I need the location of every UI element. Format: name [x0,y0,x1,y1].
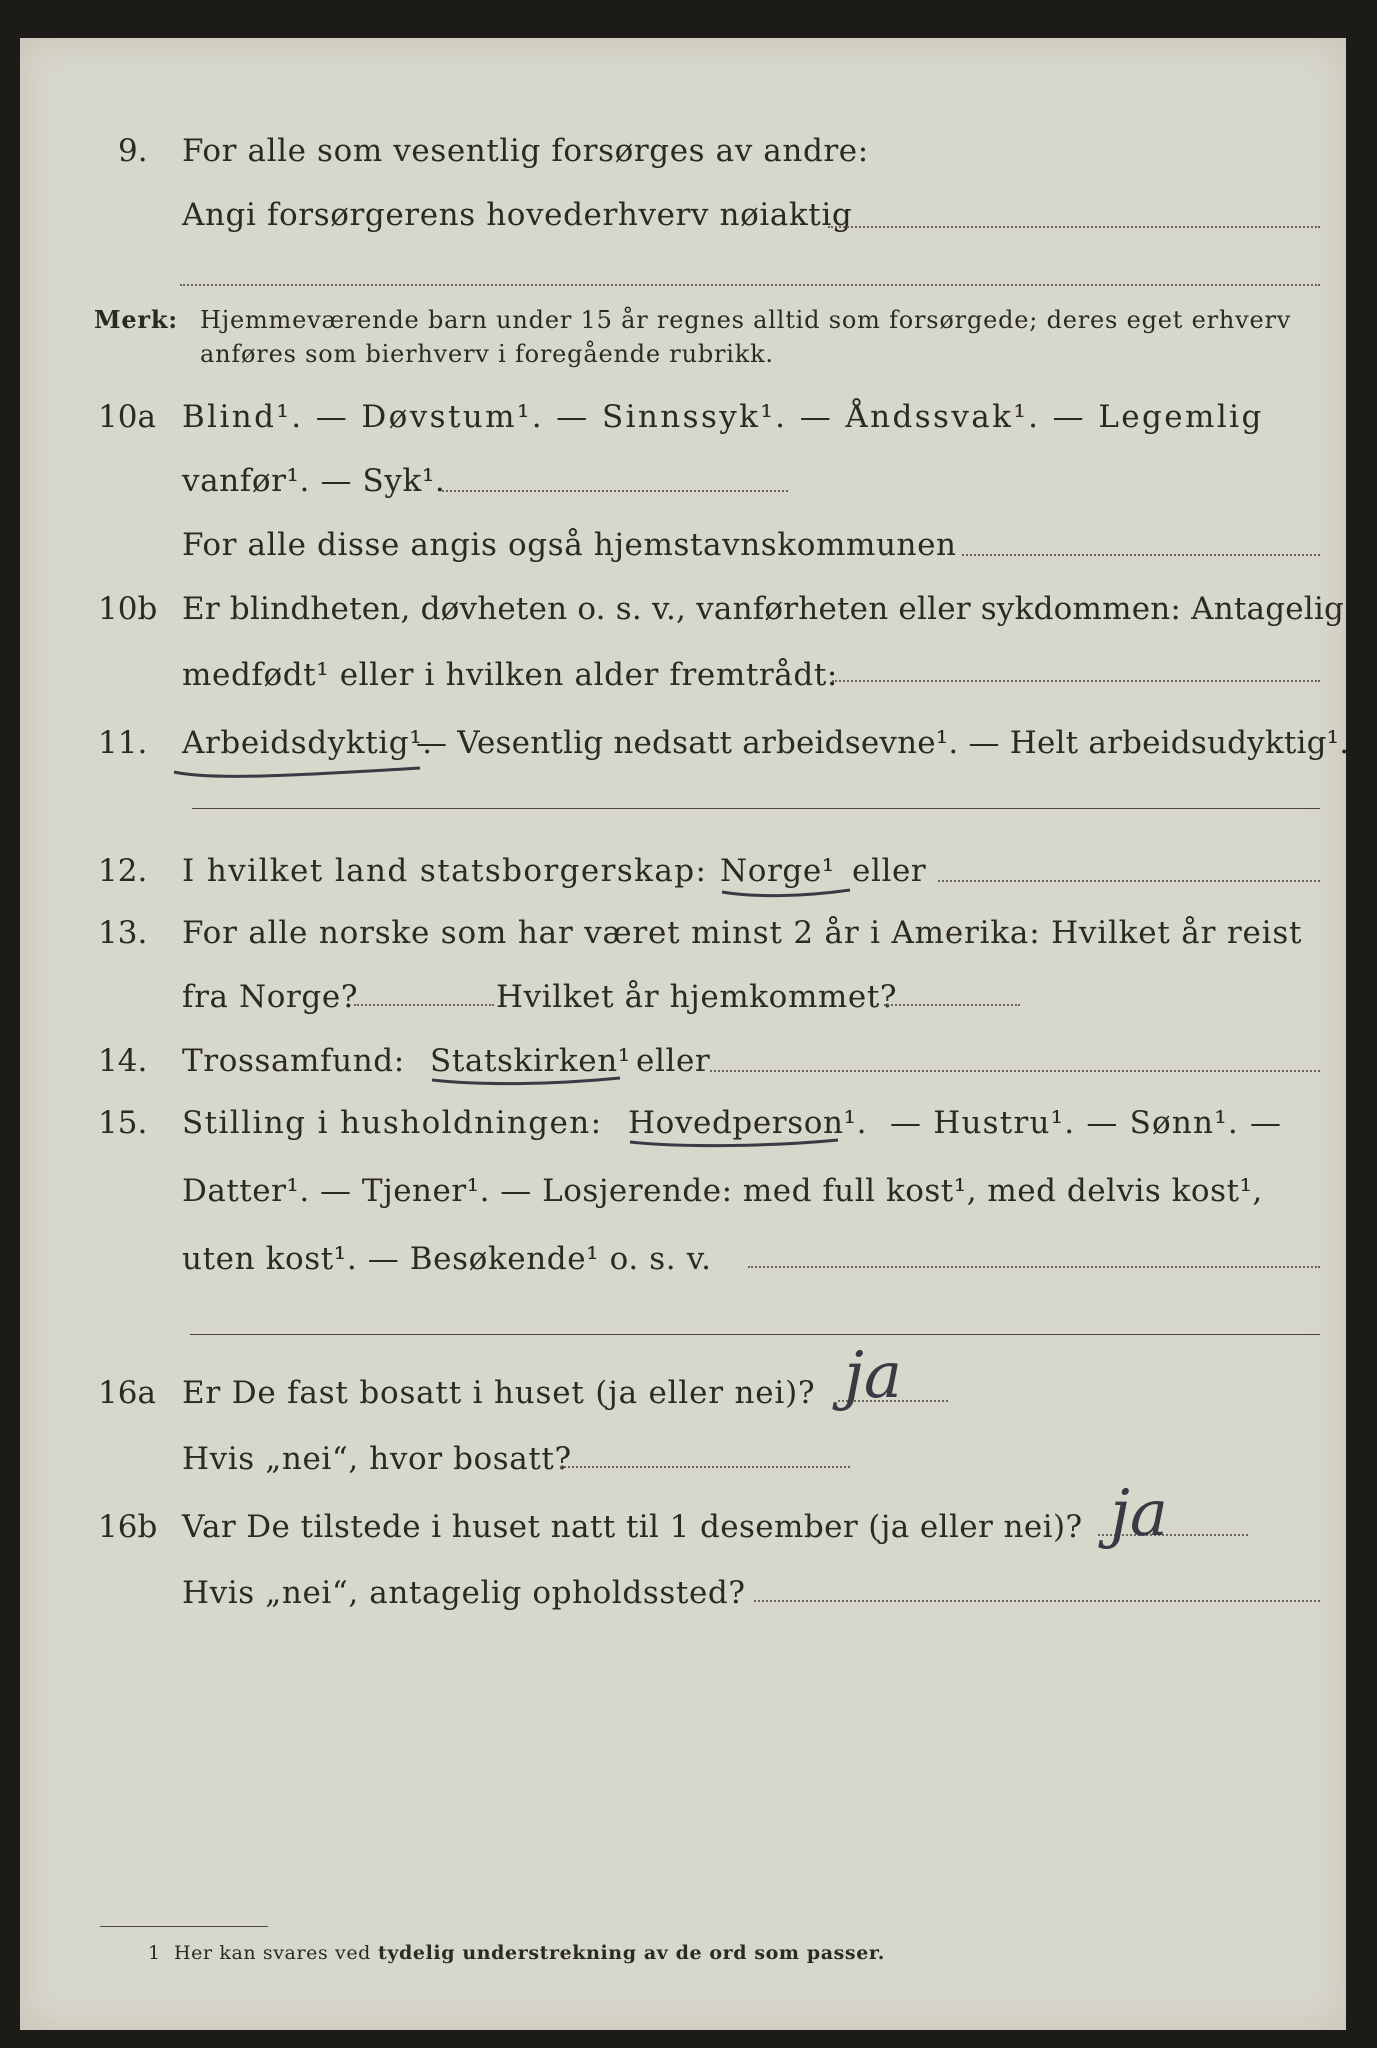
q12-answer-line[interactable] [938,880,1320,882]
merk-label: Merk: [94,305,178,334]
q10b-line1: Er blindheten, døvheten o. s. v., vanførheten eller sykdommen: Antagelig [182,591,1345,627]
q12-underline-mark [718,884,858,904]
q10a-line2: vanfør¹. — Syk¹. [182,463,446,499]
footnote-text-plain: Her kan svares ved [174,1942,371,1964]
q12-suffix: eller [852,853,927,889]
q15-number: 15. [98,1105,148,1141]
q15-underline-mark [626,1134,846,1154]
q10a-answer-line[interactable] [442,490,788,492]
q12-prefix: I hvilket land statsborgerskap: [182,853,708,889]
q13-line1: For alle norske som har været minst 2 år i Amerika: Hvilket år reist [182,915,1303,951]
q16a-residence-line[interactable] [560,1466,850,1468]
q10a-line3: For alle disse angis også hjemstavnskommunen [182,527,957,563]
q14-suffix: eller [636,1043,711,1079]
q11-number: 11. [98,725,148,761]
q14-answer-line[interactable] [710,1070,1320,1072]
census-form-page [20,38,1350,2030]
q11-answer-line[interactable] [192,808,1320,809]
q9-answer-line[interactable] [828,226,1320,228]
merk-line1: Hjemmeværende barn under 15 år regnes alltid som forsørgede; deres eget erhverv [200,306,1292,334]
q10a-home-municipality-line[interactable] [962,554,1320,556]
q12-number: 12. [98,853,148,889]
q13-returned-question: Hvilket år hjemkommet? [496,979,898,1015]
q14-underline-mark [428,1072,628,1092]
q14-number: 14. [98,1043,148,1079]
q15-answer-line-2[interactable] [190,1334,1320,1335]
q13-year-left-line[interactable] [354,1004,494,1006]
q11-rest: — Vesentlig nedsatt arbeidsevne¹. — Helt arbeidsudyktig¹. [416,725,1350,761]
q16a-handwritten-answer: ja [844,1339,902,1413]
q16a-line1: Er De fast bosatt i huset (ja eller nei)? [182,1375,816,1411]
q13-year-returned-line[interactable] [884,1004,1020,1006]
q9-line1: For alle som vesentlig forsørges av andre: [182,133,869,169]
q15-prefix: Stilling i husholdningen: [182,1105,603,1141]
q10b-answer-line[interactable] [832,680,1320,682]
q16b-line1: Var De tilstede i huset natt til 1 desember (ja eller nei)? [182,1509,1083,1545]
q10b-number: 10b [98,591,158,627]
q15-rest1: — Hustru¹. — Sønn¹. — [890,1105,1283,1141]
q9-line2: Angi forsørgerens hovederhverv nøiaktig [182,197,853,233]
q14-opt-statskirken[interactable]: Statskirken¹ [430,1043,631,1079]
q9-number: 9. [118,133,148,169]
q12-opt-norge[interactable]: Norge¹ [720,853,835,889]
q13-left-question: fra Norge? [182,979,359,1015]
q11-underline-mark [170,758,430,784]
q15-answer-line[interactable] [748,1266,1320,1268]
footnote-mark: 1 [148,1942,161,1964]
footnote-rule [100,1926,268,1927]
q11-opt-arbeidsdyktig[interactable]: Arbeidsdyktig¹. [182,725,433,761]
q15-opt-hovedperson[interactable]: Hovedperson¹. [628,1105,868,1141]
q13-number: 13. [98,915,148,951]
q16a-number: 16a [98,1375,156,1411]
footnote-text-bold: tydelig understrekning av de ord som passer. [378,1942,886,1964]
q16b-line2: Hvis „nei“, antagelig opholdssted? [182,1575,746,1611]
q15-line2: Datter¹. — Tjener¹. — Losjerende: med full kost¹, med delvis kost¹, [182,1173,1263,1209]
q14-prefix: Trossamfund: [182,1043,405,1079]
q9-answer-line-2[interactable] [180,284,1320,286]
q16b-number: 16b [98,1509,158,1545]
q15-line3: uten kost¹. — Besøkende¹ o. s. v. [182,1241,712,1277]
q16b-location-line[interactable] [754,1600,1320,1602]
q10a-number: 10a [98,399,156,435]
q10b-line2: medfødt¹ eller i hvilken alder fremtrådt: [182,657,838,693]
q16a-line2: Hvis „nei“, hvor bosatt? [182,1441,572,1477]
q10a-line1: Blind¹. — Døvstum¹. — Sinnssyk¹. — Åndssvak¹. — Legemlig [182,399,1264,435]
merk-line2: anføres som bierhverv i foregående rubrikk. [200,340,774,368]
q16b-handwritten-answer: ja [1110,1477,1168,1551]
